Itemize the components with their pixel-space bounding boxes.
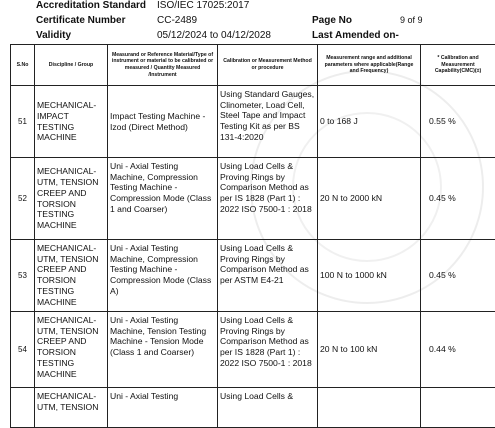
cell-sno: 51 <box>11 86 35 158</box>
certificate-value: CC-2489 <box>157 15 197 26</box>
cell-discipline: MECHANICAL- IMPACT TESTING MACHINE <box>35 86 108 158</box>
cell-discipline: MECHANICAL- UTM, TENSION CREEP AND TORSION TESTING MACHINE <box>35 158 108 240</box>
accreditation-label: Accreditation Standard <box>36 0 146 11</box>
cell-cmc: 0.45 % <box>421 240 495 312</box>
cell-discipline: MECHANICAL- UTM, TENSION CREEP AND TORSION TESTING MACHINE <box>35 240 108 312</box>
cell-cmc: 0.45 % <box>421 158 495 240</box>
cell-discipline: MECHANICAL- UTM, TENSION <box>35 388 108 428</box>
cell-method: Using Load Cells & Proving Rings by Comparison Method as per ASTM E4-21 <box>218 240 318 312</box>
cell-sno <box>11 388 35 428</box>
col-header-method: Calibration or Measurement Method or procedure <box>218 45 318 86</box>
cell-range <box>318 388 421 428</box>
cell-range: 0 to 168 J <box>318 86 421 158</box>
document-header <box>0 0 495 40</box>
cell-method: Using Load Cells & Proving Rings by Comparison Method as per IS 1828 (Part 1) : 2022 ISO 7500-1 : 2018 <box>218 158 318 240</box>
cell-range: 20 N to 2000 kN <box>318 158 421 240</box>
validity-label: Validity <box>36 30 71 41</box>
table-row <box>11 312 495 388</box>
cell-method: Using Load Cells & Proving Rings by Comparison Method as per IS 1828 (Part 1) : 2022 ISO 7500-1 : 2018 <box>218 312 318 388</box>
table-row <box>11 158 495 240</box>
cell-method: Using Load Cells & <box>218 388 318 428</box>
cell-cmc: 0.55 % <box>421 86 495 158</box>
cell-measurand: Uni - Axial Testing Machine, Compression Testing Machine - Compression Mode (Class A) <box>108 240 218 312</box>
certificate-label: Certificate Number <box>36 15 125 26</box>
accreditation-value: ISO/IEC 17025:2017 <box>157 0 249 11</box>
table-row <box>11 240 495 312</box>
cell-measurand: Impact Testing Machine - Izod (Direct Method) <box>108 86 218 158</box>
cell-cmc <box>421 388 495 428</box>
page-value: 9 of 9 <box>400 15 423 25</box>
cell-sno: 52 <box>11 158 35 240</box>
cell-measurand: Uni - Axial Testing <box>108 388 218 428</box>
cell-range: 20 N to 100 kN <box>318 312 421 388</box>
page-label: Page No <box>312 15 352 26</box>
cell-measurand: Uni - Axial Testing Machine, Compression Testing Machine - Compression Mode (Class 1 and Coarser) <box>108 158 218 240</box>
col-header-discipline: Discipline / Group <box>35 45 108 86</box>
cell-discipline: MECHANICAL- UTM, TENSION CREEP AND TORSION TESTING MACHINE <box>35 312 108 388</box>
col-header-range: Measurement range and additional parameters where applicable(Range and Frequency) <box>318 45 421 86</box>
cell-cmc: 0.44 % <box>421 312 495 388</box>
validity-value: 05/12/2024 to 04/12/2028 <box>157 30 271 41</box>
table-header-row <box>11 45 495 86</box>
cell-measurand: Uni - Axial Testing Machine, Tension Testing Machine - Tension Mode (Class 1 and Coarser) <box>108 312 218 388</box>
last-amended-label: Last Amended on- <box>312 30 399 41</box>
table-row <box>11 388 495 428</box>
cell-range: 100 N to 1000 kN <box>318 240 421 312</box>
scope-table <box>10 44 495 428</box>
cell-sno: 54 <box>11 312 35 388</box>
cell-sno: 53 <box>11 240 35 312</box>
col-header-measurand: Measurand or Reference Material/Type of instrument or material to be calibrated or measured / Quantity Measured /Instrument <box>108 45 218 86</box>
col-header-cmc: * Calibration and Measurement Capability(CMC)(±) <box>421 45 495 86</box>
cell-method: Using Standard Gauges, Clinometer, Load Cell, Steel Tape and Impact Testing Kit as per BS 131-4:2020 <box>218 86 318 158</box>
col-header-sno: S.No <box>11 45 35 86</box>
table-row <box>11 86 495 158</box>
